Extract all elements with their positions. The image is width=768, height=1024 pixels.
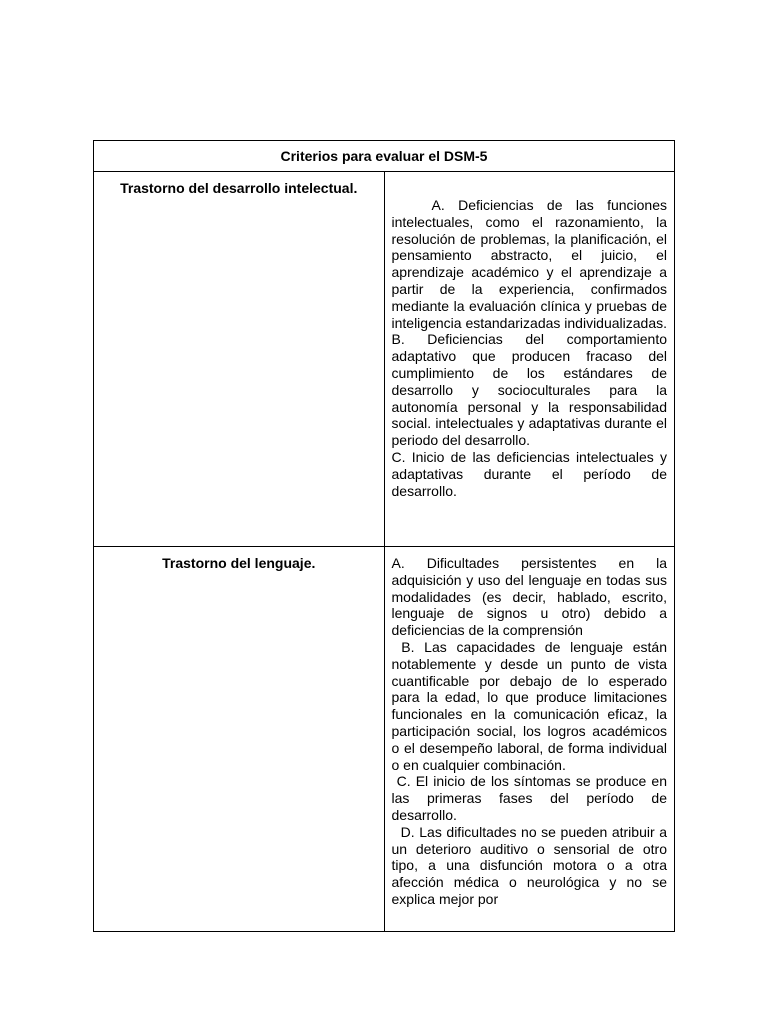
disorder-name: Trastorno del lenguaje. — [94, 547, 385, 932]
criterion-c: C. Inicio de las deficiencias intelectuales y adaptativas durante el período de desarrollo. — [391, 448, 671, 499]
criterion-b: B. Las capacidades de lenguaje están notablemente y desde un punto de vista cuantificable por debajo de lo esperado para la edad, lo que produce limitaciones funcionales en la comunicación eficaz, la participación social, los logros académicos o el desempeño laboral, de forma individual o en cualquier combinación. — [391, 638, 671, 773]
table-row — [94, 547, 675, 932]
disorder-name: Trastorno del desarrollo intelectual. — [94, 172, 385, 547]
table-header-row — [94, 141, 675, 172]
criterion-d: D. Las dificultades no se pueden atribuir a un deterioro auditivo o sensorial de otro tipo, a una disfunción motora o a otra afección médica o neurológica y no se explica mejor por — [391, 823, 671, 907]
criteria-cell — [384, 547, 675, 932]
criteria-cell — [384, 172, 675, 547]
criteria-table — [93, 140, 675, 932]
table-row — [94, 172, 675, 547]
criterion-b: B. Deficiencias del comportamiento adaptativo que producen fracaso del cumplimiento de los estándares de desarrollo y socioculturales para la autonomía personal y la responsabilidad social. intelectuales y adaptativas durante el periodo del desarrollo. — [391, 331, 671, 449]
criterion-a: A. Dificultades persistentes en la adquisición y uso del lenguaje en todas sus modalidades (es decir, hablado, escrito, lenguaje de signos u otro) debido a deficiencias de la comprensión — [391, 555, 671, 639]
criterion-a: A. Deficiencias de las funciones intelectuales, como el razonamiento, la resolución de problemas, la planificación, el pensamiento abstracto, el juicio, el aprendizaje académico y el aprendizaje a partir de la experiencia, confirmados mediante la evaluación clínica y pruebas de inteligencia estandarizadas individualizadas. — [391, 197, 671, 331]
table-title: Criterios para evaluar el DSM-5 — [94, 141, 675, 172]
criterion-c: C. El inicio de los síntomas se produce en las primeras fases del período de desarrollo. — [391, 773, 671, 823]
